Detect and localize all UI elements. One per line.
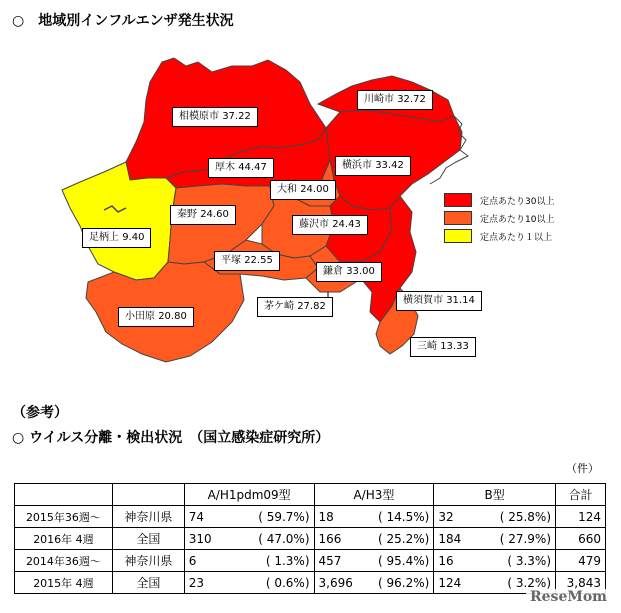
- region-label-yokohama: 横浜市 33.42: [335, 156, 411, 176]
- region-cell: 神奈川県: [112, 506, 184, 528]
- region-label-yamato: 大和 24.00: [270, 180, 336, 200]
- region-label-chigasaki: 茅ケ崎 27.82: [257, 297, 333, 317]
- header-h1: A/H1pdm09型: [184, 484, 314, 506]
- period-cell: 2015年 4週: [15, 572, 113, 594]
- table-row: [15, 528, 606, 550]
- table-row: [15, 550, 606, 572]
- region-label-misaki: 三崎 13.33: [410, 337, 476, 357]
- legend-label-low: 定点あたり１以上: [480, 232, 553, 243]
- region-label-yokosuka: 横須賀市 31.14: [396, 291, 482, 311]
- unit-label: （件）: [566, 462, 599, 475]
- region-cell: 神奈川県: [112, 550, 184, 572]
- region-label-hadano: 秦野 24.60: [170, 205, 236, 225]
- total-cell: 479: [556, 550, 606, 572]
- table-row: [15, 506, 606, 528]
- legend-item-high: [444, 193, 554, 207]
- b-cell: 32 ( 25.8%): [434, 506, 556, 528]
- h3-cell: 3,696 ( 96.2%): [314, 572, 434, 594]
- h1-cell: 310 ( 47.0%): [184, 528, 314, 550]
- period-cell: 2014年36週～: [15, 550, 113, 572]
- b-cell: 124 ( 3.2%): [434, 572, 556, 594]
- h3-cell: 18 ( 14.5%): [314, 506, 434, 528]
- region-label-kamakura: 鎌倉 33.00: [316, 262, 382, 282]
- region-label-sagamihara: 相模原市 37.22: [172, 107, 258, 127]
- h1-cell: 74 ( 59.7%): [184, 506, 314, 528]
- legend-swatch-mid: [444, 211, 472, 225]
- region-cell: 全国: [112, 572, 184, 594]
- map-heading: ○ 地域別インフルエンザ発生状況: [12, 13, 234, 29]
- header-total: 合計: [556, 484, 606, 506]
- h3-cell: 457 ( 95.4%): [314, 550, 434, 572]
- legend-swatch-high: [444, 193, 472, 207]
- legend-item-low: [444, 229, 552, 243]
- b-cell: 16 ( 3.3%): [434, 550, 556, 572]
- h1-cell: 23 ( 0.6%): [184, 572, 314, 594]
- region-label-odawara: 小田原 20.80: [118, 307, 194, 327]
- header-period: [15, 484, 113, 506]
- region-label-hiratsuka: 平塚 22.55: [214, 251, 280, 271]
- region-label-ashigarakami: 足柄上 9.40: [82, 228, 151, 248]
- legend-swatch-low: [444, 229, 472, 243]
- table-row: [15, 572, 606, 594]
- legend-item-mid: [444, 211, 554, 225]
- period-cell: 2016年 4週: [15, 528, 113, 550]
- total-cell: 124: [556, 506, 606, 528]
- region-cell: 全国: [112, 528, 184, 550]
- header-h3: A/H3型: [314, 484, 434, 506]
- period-cell: 2015年36週～: [15, 506, 113, 528]
- legend-label-mid: 定点あたり10以上: [480, 214, 555, 225]
- region-label-kawasaki: 川崎市 32.72: [357, 90, 433, 110]
- h3-cell: 166 ( 25.2%): [314, 528, 434, 550]
- virus-heading: ○ ウイルス分離・検出状況 （国立感染症研究所）: [12, 430, 330, 446]
- h1-cell: 6 ( 1.3%): [184, 550, 314, 572]
- region-ashigarakami: [62, 162, 176, 280]
- watermark-logo: ReseMom: [526, 589, 611, 605]
- total-cell: 3,843: [556, 572, 606, 594]
- legend-label-high: 定点あたり30以上: [480, 196, 555, 207]
- header-region: [112, 484, 184, 506]
- header-b: B型: [434, 484, 556, 506]
- region-label-atsugi: 厚木 44.47: [208, 158, 274, 178]
- region-label-fujisawa: 藤沢市 24.43: [292, 215, 368, 235]
- table-header-row: [15, 484, 606, 506]
- total-cell: 660: [556, 528, 606, 550]
- reference-heading: （参考）: [12, 405, 68, 421]
- b-cell: 184 ( 27.9%): [434, 528, 556, 550]
- virus-table: [14, 483, 606, 594]
